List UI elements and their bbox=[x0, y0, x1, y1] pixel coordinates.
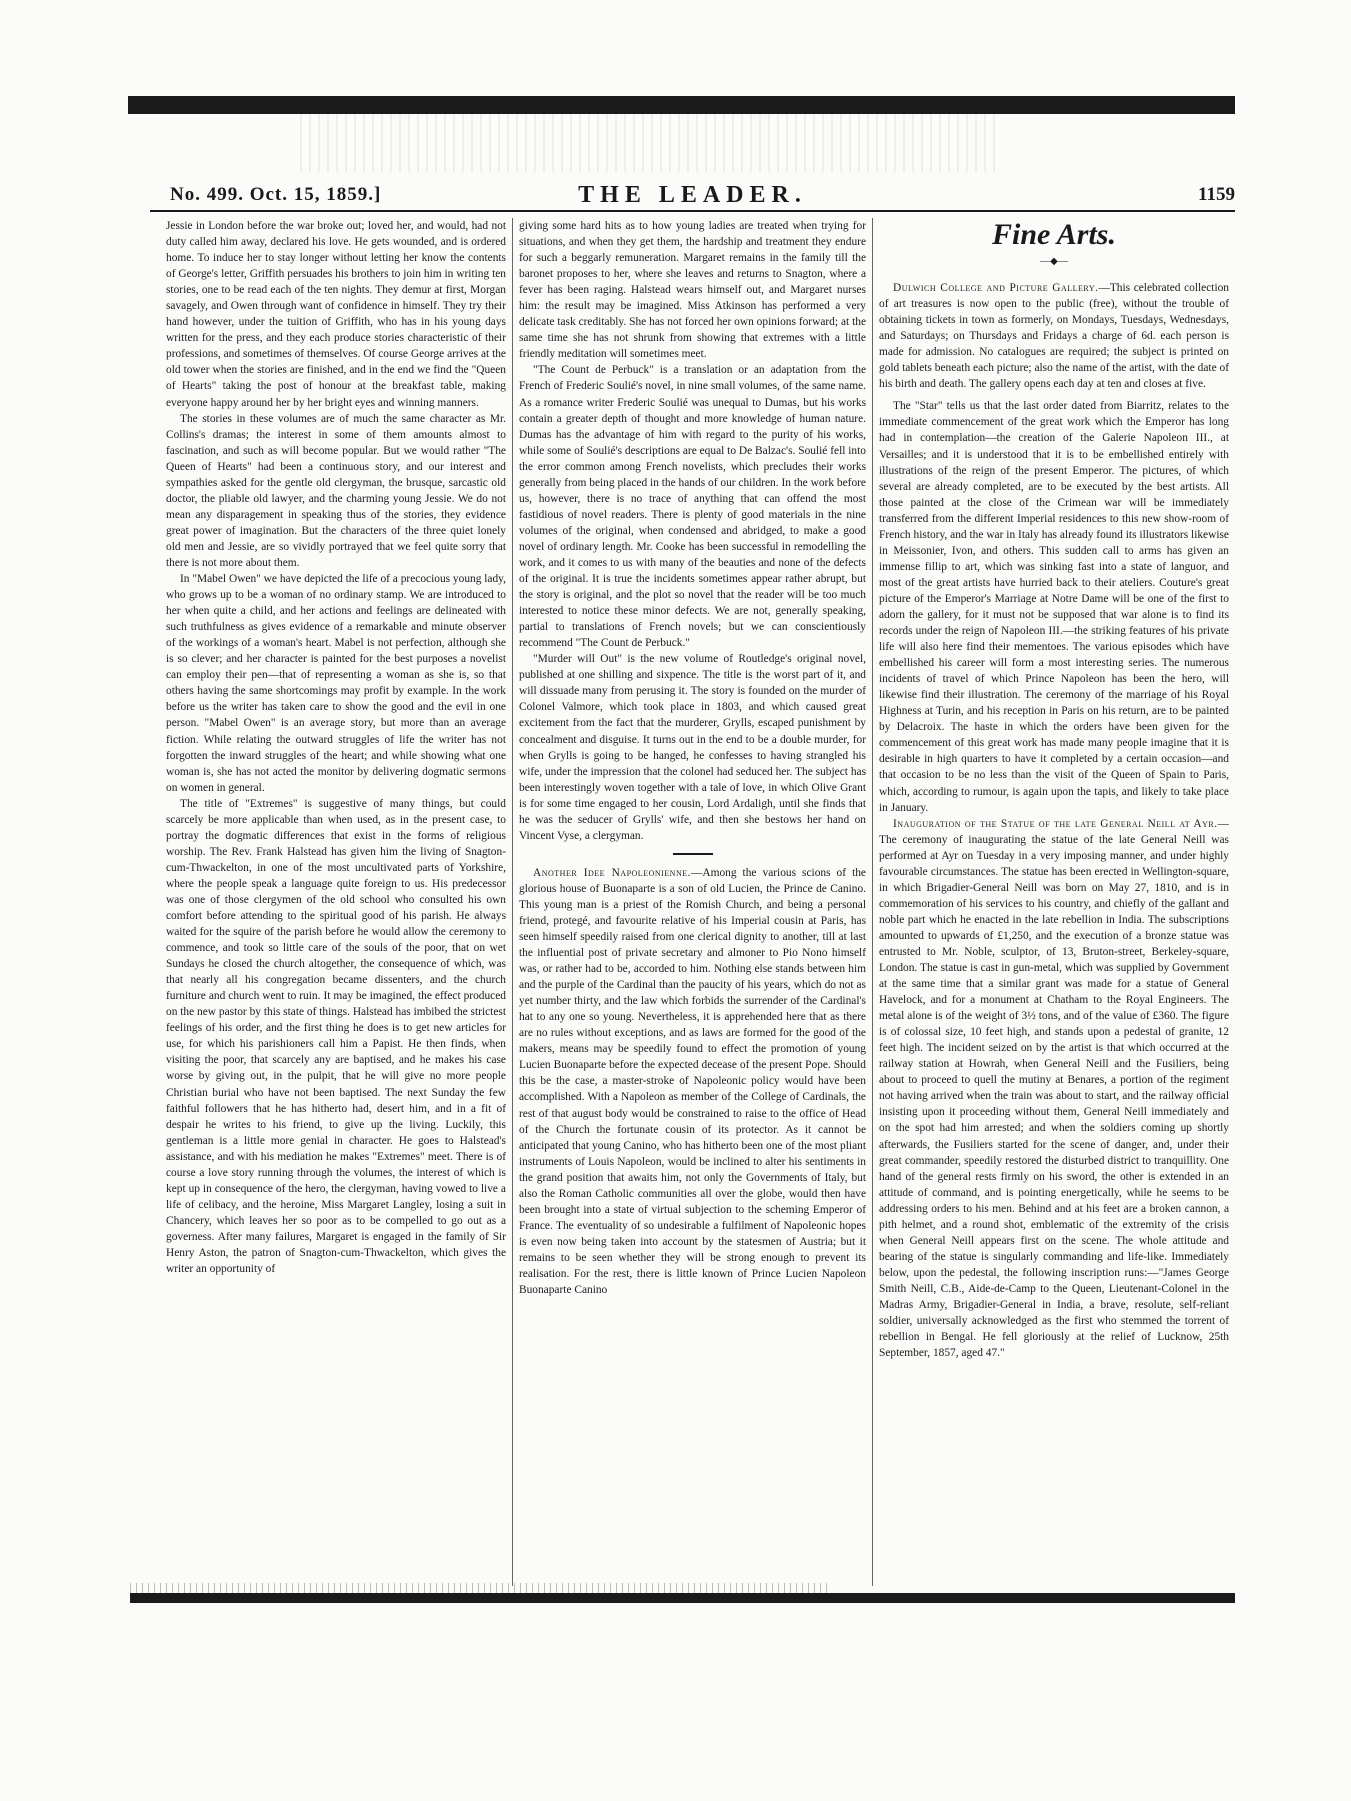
header-rule bbox=[150, 210, 1235, 212]
newspaper-title: THE LEADER. bbox=[578, 182, 807, 208]
ornament-rule: —◆— bbox=[1040, 256, 1068, 267]
article-neill bbox=[879, 816, 1229, 1362]
section-title: Fine Arts. bbox=[992, 218, 1116, 251]
article-separator bbox=[673, 853, 713, 855]
article-heading: Another Idee Napoleonienne. bbox=[533, 866, 691, 879]
column-divider bbox=[872, 218, 873, 1586]
column-1 bbox=[166, 218, 506, 1586]
scan-noise bbox=[300, 112, 1000, 172]
paragraph: "Murder will Out" is the new volume of Routledge's original novel, published at one shilling and sixpence. The title is the worst part of it, and will dissuade many from perusing it. The story is founded on the murder of Colonel Valmore, which took place in 1803, and which caused great excitement from the fact that the murderer, Grylls, escaped punishment by concealment and disguise. It turns out in the end to be a double murder, for when Grylls is going to be hanged, he confesses to having strangled his wife, under the impression that the colonel had seduced her. The subject has been interestingly woven together with a tale of love, in which Olive Grant is for some time engaged to her cousin, Lord Ardaligh, until she finds that he was the seducer of Grylls' wife, and then she bestows her hand on Vincent Vyse, a clergyman. bbox=[519, 653, 866, 842]
scan-noise bbox=[130, 1583, 830, 1593]
column-3 bbox=[879, 218, 1229, 1586]
article-heading: Inauguration of the Statue of the late General Neill at Ayr. bbox=[893, 817, 1218, 830]
article-dulwich bbox=[879, 280, 1229, 392]
column-2 bbox=[519, 218, 866, 1586]
paragraph: Jessie in London before the war broke out; loved her, and would, had not duty called him away, declared his love. He gets wounded, and is ordered home. To induce her to stay longer without letting her know the contents of George's letter, Griffith persuades his brothers to join him in writing ten stories, one to be read each of the ten nights. They demur at first, Morgan savagely, and Owen through want of confidence in himself. They try their hand however, under the tuition of Griffith, who has in his young days written for the press, and they each produce stories characteristic of their professions, and sometimes of themselves. Of course George arrives at the old tower when the stories are finished, and in the end we find the "Queen of Hearts" taking the post of honour at the breakfast table, making everyone happy around her by her bright eyes and winning manners. bbox=[166, 220, 506, 409]
page-number: 1159 bbox=[1198, 184, 1235, 205]
paragraph: The title of "Extremes" is suggestive of many things, but could scarcely be more applicable than when used, as in the present case, to portray the dogmatic differences that exist in the forms of religious worship. The Rev. Frank Halstead has given him the living of Snagton-cum-Thwackelton, in one of the most uncultivated parts of Yorkshire, where the people speak a language quite foreign to us. His predecessor was one of those clergymen of the old school who consulted his own comfort before attending to the spiritual good of his parish. He always waited for the squire of the parish before he would allow the ceremony to commence, and took so little care of the souls of the poor, that on wet Sundays he closed the church altogether, the consequence of which, was that nearly all his congregation became dissenters, and the church furniture and church went to ruin. It may be imagined, the effect produced on the new pastor by this state of things. Halstead has imbibed the strictest feelings of his order, and the first thing he does is to get new articles for use, for which his parishioners call him a Papist. He then finds, when visiting the poor, that scarcely any are baptised, and he makes his case worse by giving out, in the pulpit, that he will give no more people Christian burial who have not been baptised. The next Sunday the few faithful followers that he has hitherto had, desert him, and in a fit of despair he writes to his friend, to give up the living. Luckily, this gentleman is a little more genial in character. He goes to Halstead's assistance, and with his mediation he makes "Extremes" meet. There is of course a love story running through the volumes, the interest of which is kept up in consequence of the hero, the clergyman, having vowed to live a life of celibacy, and the heroine, Miss Margaret Langley, losing a suit in Chancery, which leaves her so poor as to be compelled to go out as a governess. After many failures, Margaret is engaged in the family of Sir Henry Aston, the patron of Snagton-cum-Thwackelton, which gives the writer an opportunity of bbox=[166, 797, 506, 1276]
masthead bbox=[150, 182, 1235, 210]
column-divider bbox=[512, 218, 513, 1586]
article-napoleon bbox=[519, 865, 866, 1298]
paragraph: giving some hard hits as to how young ladies are treated when trying for situations, and when they get them, the hardship and treatment they endure for such a beggarly remuneration. Margaret remains in the family till the baronet proposes to her, where she leaves and returns to Snagton, where a fever has been raging. Halstead wears himself out, and Margaret nurses him: the result may be imagined. Miss Atkinson has performed a very delicate task creditably. She has not forced her own opinions forward; at the same time she has not shrunk from showing that extremes with a little friendly meditation will sometimes meet. bbox=[519, 220, 866, 361]
paragraph: In "Mabel Owen" we have depicted the life of a precocious young lady, who grows up to be a woman of no ordinary stamp. We are introduced to her when quite a child, and her actions and feelings are delineated with such truthfulness as gives evidence of a remarkable and minute observer of the workings of a woman's heart. Mabel is not perfection, although she is so clever; and her character is painted for the best purposes a novelist can employ their pen—that of representing a woman as she is, so that others having the same shortcomings may profit by example. In the work before us the writer has taken care to show the good and the evil in one person. "Mabel Owen" is an average story, but more than an average fiction. While relating the outward struggles of life the writer has not forgotten the inward struggles of the heart; and while showing what one woman is, she has not acted the monitor by delivering dogmatic sermons on women in general. bbox=[166, 573, 506, 794]
article-body: —The ceremony of inaugurating the statue of the late General Neill was performed at Ayr on Tuesday in a very imposing manner, and under highly favourable circumstances. The statue has been erected in Wellington-square, in which Brigadier-General Neill was born on May 27, 1810, and is in commemoration of his services to his country, and chiefly of the gallant and noble part which he enacted in the late rebellion in India. The subscriptions amounted to upwards of £1,250, and the execution of a bronze statue was entrusted to Mr. Noble, sculptor, of 13, Bruton-street, Berkeley-square, London. The statue is cast in gun-metal, which was supplied by Government at the same time that a similar grant was made for a statue of General Havelock, and for a monument at Chatham to the Royal Engineers. The metal alone is of the weight of 3½ tons, and of the value of £360. The figure is of colossal size, 10 feet high, and stands upon a pedestal of granite, 12 feet high. The incident seized on by the artist is that which occurred at the railway station at Howrah, when General Neill and the Fusiliers, being about to proceed to quell the mutiny at Benares, a portion of the regiment not having arrived when the train was about to start, and the railway official insisting upon it proceeding without them, General Neill immediately and on the spot had him arrested; and when the soldiers coming up shortly afterwards, the Fusiliers started for the scene of danger, and, under their great commander, speedily restored the disturbed district to tranquillity. One hand of the general rests firmly on his sword, the other is extended in an attitude of command, and is pointing energetically, while he seems to be addressing orders to his men. Behind and at his feet are a broken cannon, a pith helmet, and a round shot, emblematic of the extremity of the crisis when General Neill appears first on the scene. The whole attitude and bearing of the statue is singularly commanding and life-like. Immediately below, upon the pedestal, the following inscription runs:—"James George Smith Neill, C.B., Aide-de-Camp to the Queen, Lieutenant-Colonel in the Madras Army, Brigadier-General in India, a brave, resolute, self-reliant soldier, universally acknowledged as the first who stemmed the torrent of rebellion in Bengal. He fell gloriously at the relief of Lucknow, 25th September, 1857, aged 47." bbox=[879, 817, 1229, 1360]
paragraph: "The Count de Perbuck" is a translation or an adaptation from the French of Frederic Soulié's novel, in nine small volumes, of the same name. As a romance writer Frederic Soulié was unequal to Dumas, but his works contain a greater depth of thought and more knowledge of human nature. Dumas has the advantage of him with regard to the purity of his works, while some of Soulié's descriptions are equal to De Balzac's. Soulié fell into the error common among French novelists, which precludes their works generally from being placed in the hands of our children. In the work before us, however, there is no trace of anything that can offend the most fastidious of novel readers. There is plenty of good materials in the nine volumes of the original, when condensed and abridged, to make a good novel of ordinary length. Mr. Cooke has been successful in remodelling the work, and it comes to us with many of the beauties and none of the defects of the original. It is true the incidents sometimes appear rather abrupt, but the story is original, and the plot so novel that the reader will be too much interested to notice these minor defects. We are not, generally speaking, partial to translations of French novels; but we can conscientiously recommend "The Count de Perbuck." bbox=[519, 364, 866, 650]
bottom-print-rule bbox=[130, 1593, 1235, 1603]
article-body: —Among the various scions of the glorious house of Buonaparte is a son of old Lucien, the Prince de Canino. This young man is a priest of the Romish Church, and being a personal friend, protegé, and favourite relative of his Imperial cousin at Paris, has seen himself speedily raised from one clerical dignity to another, till at last the influential post of private secretary and almoner to Pio Nono himself was, or rather had to be, accorded to him. Nothing else stands between him and the purple of the Cardinal than the paucity of his years, which do not as yet number thirty, and the law which forbids the surrender of the Cardinal's hat to any one so young. Nevertheless, it is apprehended here that as there are no rules without exceptions, and as laws are formed for the good of the makers, means may be speedily found to effect the promotion of young Lucien Buonaparte before the expected decease of the present Pope. Should this be the case, a master-stroke of Napoleonic policy would have been accomplished. With a Napoleon as member of the College of Cardinals, the rest of that august body would be constrained to raise to the office of Head of the Church the fortunate cousin of its protector. As it cannot be anticipated that young Canino, who has hitherto been one of the most pliant instruments of Louis Napoleon, would be inclined to alter his sentiments in the grand position that awaits him, not only the Governments of Italy, but also the Roman Catholic communities all over the globe, would then have been brought into a state of virtual subjection to the scheming Emperor of France. The eventuality of so undesirable a fulfilment of Napoleonic hopes is even now being taken into account by the statesmen of Austria; but it remains to be seen whether they will be strong enough to prevent its realisation. For the rest, there is little known of Prince Lucien Napoleon Buonaparte Canino bbox=[519, 866, 866, 1297]
issue-number-date: No. 499. Oct. 15, 1859.] bbox=[170, 184, 382, 205]
article-star: The "Star" tells us that the last order dated from Biarritz, relates to the immediate commencement of the great work which the Emperor has long had in contemplation—the creation of the Galerie Napoleon III., at Versailles; and it is understood that it is to be embellished entirely with illustrations of the reign of the present Emperor. The pictures, of which several are already completed, are to be executed by the best artists. All those painted at the close of the Crimean war will be immediately transferred from the different Imperial residences to this new show-room of French history, and the war in Italy has already found its illustrators likewise in Meissonier, Ivon, and others. This sudden call to arms has given an immense fillip to art, which was sinking fast into a state of languor, and most of the great artists have hurried back to their ateliers. Couture's great picture of the Emperor's Marriage at Notre Dame will be one of the first to adorn the gallery, for it must not be supposed that war alone is to find its records under the reign of Napoleon III.—the striking features of his private life will also here find their mementoes. The various episodes which have embellished his career will form a most interesting series. The numerous incidents of travel of which Prince Napoleon has been the hero, will likewise find their illustration. The ceremony of the marriage of his Royal Highness at Turin, and his reception in Paris on his return, are to be painted by Delacroix. The haste in which the orders have been given for the commencement of this great work has made many people imagine that it is desirable in high quarters to have it completed by a certain occasion—and that occasion to be no less than the visit of the Queen of Spain to Paris, which, according to rumour, is again upon the tapis, and likely to take place in January. bbox=[879, 400, 1229, 814]
article-body: —This celebrated collection of art treasures is now open to the public (free), without the trouble of obtaining tickets in town as formerly, on Mondays, Tuesdays, Wednesdays, and Saturdays; on Thursdays and Fridays a charge of 6d. each person is made for admission. No catalogues are required; the subject is printed on gold tablets beneath each picture; also the name of the artist, with the date of his birth and death. The gallery opens each day at ten and closes at five. bbox=[879, 282, 1229, 391]
article-heading: Dulwich College and Picture Gallery. bbox=[893, 282, 1099, 295]
paragraph: The stories in these volumes are of much the same character as Mr. Collins's dramas; the interest in some of them amounts almost to fascination, and such as will become popular. But we would rather "The Queen of Hearts" had been a continuous story, and our interest and sympathies asked for the gentle old clergyman, the brusque, sarcastic old doctor, the pliable old lawyer, and the charming young Jessie. We do not mean any disparagement in speaking thus of the stories, they evidence great power of imagination. But the characters of the three quiet lonely old men and Jessie, are so vividly portrayed that we feel quite sorry that there is not more about them. bbox=[166, 412, 506, 569]
